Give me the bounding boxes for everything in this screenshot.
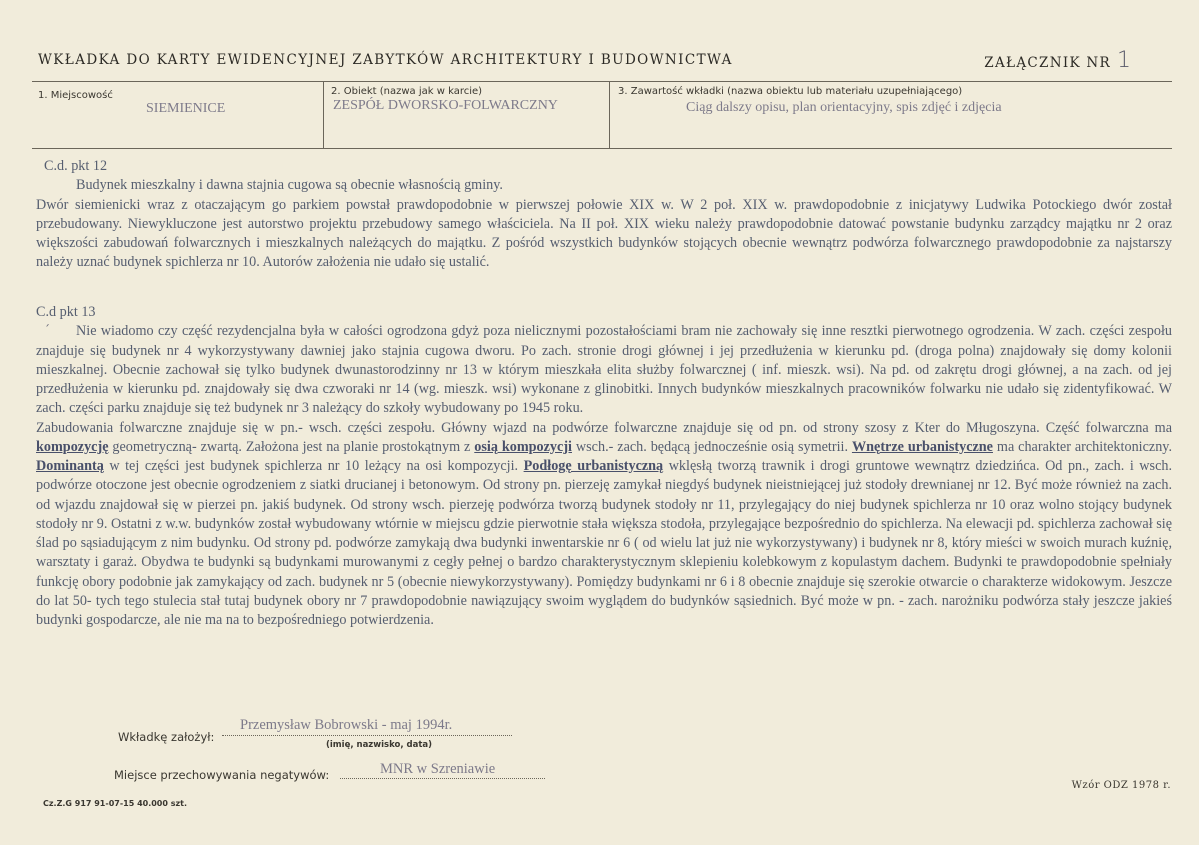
text-run: wklęsłą tworzą trawnik i drogi gruntowe wewnątrz dziedzińca. Od pn., zach. i wsch. podwórze otoczone jest obecnie ogrodzeniem z siatki drucianej i betonowym. Od strony pn. pierzeję zamykał niegdyś budynek nieistniejącej już stodoły drewnianej nr 12. Być może również na zach. od wjazdu znajdował się w pierzei pn. jakiś budynek. Od strony wsch. pierzeję podwórza tworzą budynek stodoły nr 11, przylegający do niej budynek spichlerza nr 10 oraz wolno stojący budynek stodoły nr 9. Ostatni z w.w. budynków został wybudowany wtórnie w miejscu gdzie pierwotnie stała większa stodoła, przylegające bezpośrednio do spichlerza. Na elewacji pd. spichlerza zachował się ślad po sąsiadującym z nim budynku. Od strony pd. podwórze zamykają dwa budynki inwentarskie nr 6 ( od wielu lat już nie wykorzystywany) i budynek nr 8, który mieści w swoich murach kuźnię, warsztaty i garaż. Obydwa te budynki są budynkami murowanymi z cegły pełnej o bardzo charakterystycznym sklepieniu kolebkowym z kopulastym dachem. Budynki te prawdopodobnie spełniały funkcję obory podobnie jak zamykający od zach. budynek nr 5 (obecnie niewykorzystywany). Pomiędzy budynkami nr 6 i 8 obecnie znajduje się szerokie otwarcie o charakterze widokowym. Jeszcze do lat 50- tych tego stulecia stał tutaj budynek obory nr 7 prawdopodobnie nawiązujący swoim wyglądem do budynków sąsiednich. Być może w pn. - zach. narożniku podwórza stały jeszcze jakieś budynki gospodarcze, ale nie ma na to bezpośredniego potwierdzenia.: [36, 458, 1173, 628]
paragraph: Budynek mieszkalny i dawna stajnia cugowa są obecnie własnością gminy.: [76, 177, 503, 194]
column-divider-1: [323, 81, 324, 148]
keyword-os-kompozycji: osią kompozycji: [474, 438, 572, 455]
storage-value: MNR w Szreniawie: [380, 761, 496, 777]
keyword-podloga-urbanistyczna: Podłogę urbanistyczną: [523, 458, 664, 474]
annex-label: ZAŁĄCZNIK NR: [984, 55, 1111, 71]
annex-number-value: 1: [1117, 48, 1131, 73]
table-top-border: [32, 81, 1172, 82]
section-heading: C.d pkt 13: [36, 304, 96, 320]
annex-number: [984, 48, 1131, 73]
section-pkt-12: [36, 157, 1172, 273]
author-value: Przemysław Bobrowski - maj 1994r.: [240, 717, 453, 733]
locality-value: SIEMIENICE: [146, 101, 226, 116]
text-run: ma charakter architektoniczny.: [992, 438, 1173, 455]
section-pkt-13: [36, 303, 1172, 630]
text-run: Zabudowania folwarczne znajduje się w pn.- wsch. części zespołu. Główny wjazd na podwórze folwarczne znajduje się od pn. od strony szosy z Kter do Mługoszyna. Część folwarczna ma: [36, 419, 1172, 436]
keyword-kompozycja: kompozycję: [36, 438, 109, 455]
author-label: Wkładkę założył:: [118, 730, 215, 744]
text-run: wsch.- zach. będącą jednocześnie osią symetrii.: [572, 438, 852, 455]
form-title: WKŁADKA DO KARTY EWIDENCYJNEJ ZABYTKÓW ARCHITEKTURY I BUDOWNICTWA: [38, 52, 733, 68]
content-label: 3. Zawartość wkładki (nazwa obiektu lub materiału uzupełniającego): [618, 86, 963, 97]
column-divider-2: [609, 81, 610, 148]
paragraph: [36, 419, 1172, 631]
form-reference: Wzór ODZ 1978 r.: [1071, 780, 1171, 791]
author-caption: (imię, nazwisko, data): [326, 740, 433, 750]
keyword-dominanta: Dominantą: [36, 458, 104, 474]
storage-label: Miejsce przechowywania negatywów:: [114, 768, 330, 782]
table-bottom-border: [32, 148, 1172, 149]
locality-label: 1. Miejscowość: [38, 90, 113, 101]
print-info: Cz.Z.G 917 91-07-15 40.000 szt.: [43, 799, 188, 808]
object-value: ZESPÓŁ DWORSKO-FOLWARCZNY: [333, 98, 558, 113]
text-run: w tej części jest budynek spichlerza nr 10 leżący na osi kompozycji.: [103, 458, 524, 474]
section-heading: C.d. pkt 12: [44, 158, 108, 174]
paragraph: Nie wiadomo czy część rezydencjalna była w całości ogrodzona gdyż poza nielicznymi pozostałościami bram nie zachowały się inne resztki pierwotnego ogrodzenia. W zach. części zespołu znajduje się budynek nr 4 wykorzystywany dawniej jako stajnia cugowa dworu. Po zach. stronie drogi głównej i jej przedłużenia w kierunku pd. (droga polna) znajdowały się domy kolonii mieszkalnej. Obecnie zachował się tylko budynek dwunastorodzinny nr 13 w którym mieszkała elita służby folwarcznej ( inf. mieszk. wsi). Na pd. od zakrętu drogi głównej, a na zach. od jej przedłużenia w kierunku pd. znajdowały się dwa czworaki nr 14 (wg. mieszk. wsi) wykonane z glinobitki. Innych budynków mieszkalnych pracowników folwarku nie udało się zidentyfikować. W zach. części parku znajduje się też budynek nr 3 należący do szkoły wybudowany po 1945 roku.: [36, 323, 1172, 417]
paragraph: Dwór siemienicki wraz z otaczającym go parkiem powstał prawdopodobnie w pierwszej połowie XIX w. W 2 poł. XIX w. prawdopodobnie z inicjatywy Ludwika Potockiego dwór został przebudowany. Niewykluczone jest autorstwo projektu przebudowy samego właściciela. Na II poł. XIX wieku należy prawdopodobnie datować powstanie budynku zarządcy majątku nr 2 oraz większości zabudowań folwarcznych i mieszkalnych należących do majątku. Z pośród wszystkich budynków stojących obecnie wewnątrz podwórza folwarcznego prawdopodobnie za najstarszy należy uznać budynek spichlerza nr 10. Autorów założenia nie udało się ustalić.: [36, 196, 1172, 271]
text-run: geometryczną- zwartą. Założona jest na planie prostokątnym z: [108, 438, 475, 455]
keyword-wnetrze-urbanistyczne: Wnętrze urbanistyczne: [851, 438, 993, 455]
object-label: 2. Obiekt (nazwa jak w karcie): [331, 86, 483, 97]
author-dotted-line: [222, 735, 512, 736]
storage-dotted-line: [340, 778, 545, 779]
content-value: Ciąg dalszy opisu, plan orientacyjny, spis zdjęć i zdjęcia: [686, 100, 1002, 115]
pen-mark: ´: [44, 323, 50, 337]
